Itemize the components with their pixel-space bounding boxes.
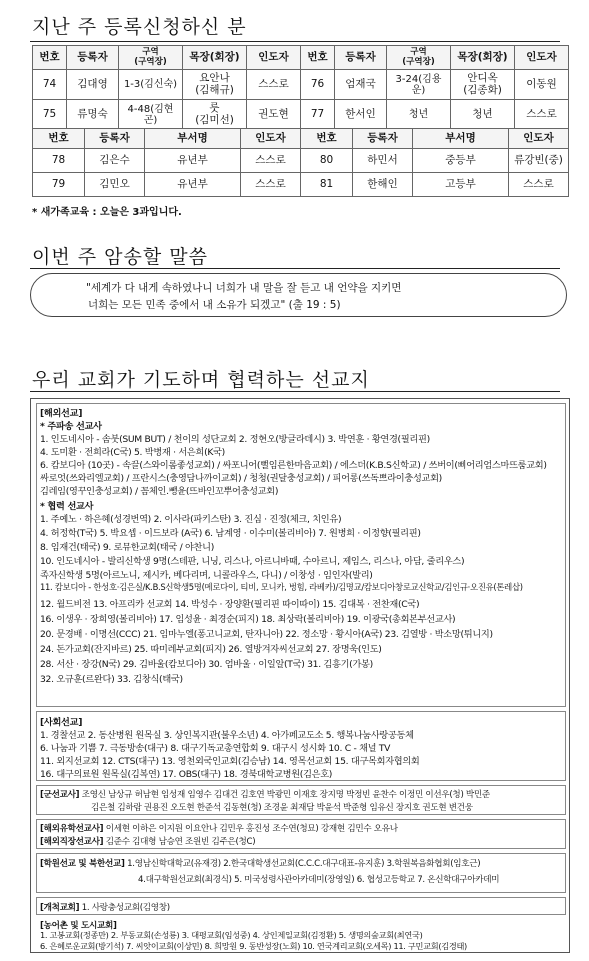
list-item: 6. 은혜로운교회(방기석) 7. 씨앗이교회(이상민) 8. 희망원 9. 동반성장(노회) 10. 연국계리교회(오세목) 11. 구민교회(김경태) [40, 941, 467, 951]
table-header-row [33, 46, 569, 70]
table-row [33, 149, 569, 173]
pioneer-header: [개척교회] [40, 903, 80, 913]
cell: 4-48(김현곤) [119, 100, 183, 130]
table-row [33, 70, 569, 100]
cell: 안디옥 (김종화) [451, 70, 515, 100]
cell: 청년 [451, 100, 515, 130]
section-memory-verse-title: 이번 주 암송할 말씀 [32, 246, 208, 268]
header-cell: 등록자 [353, 129, 413, 149]
overseas-header: [해외선교] [40, 408, 83, 419]
work-header: [해외직장선교사] [40, 837, 104, 847]
campus-line: 4.대구학원선교회(최경식) 5. 미국성령사관아카데미(장영일) 6. 협성고등학교 7. 온신학대구아카데미 [138, 875, 500, 885]
cell: 76 [301, 70, 335, 100]
cell: 유년부 [145, 173, 241, 197]
list-item: 1. 인도네시아 - 솜붓(SUM BUT) / 천이의 성단교회 2. 정현오(방글라데시) 3. 박연훈 · 황연경(필리핀) [40, 434, 430, 445]
list-item: 28. 서산 · 장강(N국) 29. 김바울(캄보디아) 30. 엄바울 · 이일알(T국) 31. 김흥기(가봉) [40, 659, 373, 670]
list-item: 6. 나눔과 기쁨 7. 극동방송(대구) 8. 대구기독교총연합회 9. 대구시 성시화 10. C - 채널 TV [40, 743, 391, 754]
list-item: 1. 경찰선교 2. 동산병원 원목실 3. 상인복지관(불우소년) 4. 아가페교도소 5. 행복나눔사랑공동체 [40, 730, 414, 741]
cell: 이동원 [515, 70, 569, 100]
list-item [40, 835, 255, 847]
cell: 유년부 [145, 149, 241, 173]
cell: 80 [301, 149, 353, 173]
header-cell: 부서명 [145, 129, 241, 149]
title-underline [30, 268, 560, 269]
list-item: 싸로엇(쓰와리엘교회) / 프란시스(충영담나까이교회) / 청청(권달충성교회) / 피어롱(쓰독쁘라이충성교회) [40, 473, 442, 484]
cell: 74 [33, 70, 67, 100]
header-cell: 인도자 [247, 46, 301, 70]
cell: 스스로 [509, 173, 569, 197]
section-recent-registration-title: 지난 주 등록신청하신 분 [32, 16, 247, 38]
cell: 1-3(김신숙) [119, 70, 183, 100]
memory-verse-line: "세계가 다 내게 속하였나니 너희가 내 말을 잘 듣고 내 언약을 지키면 [86, 282, 402, 294]
list-item: 족자신학생 5명(아르노니, 제시카, 베다리며, 니콜라우스, 다니) / 이창성 · 임인자(발리) [40, 570, 373, 581]
cell: 스스로 [247, 70, 301, 100]
table-row [33, 173, 569, 197]
cell: 권도현 [247, 100, 301, 130]
list-item [40, 822, 398, 834]
cell: 청년 [387, 100, 451, 130]
cell: 김민오 [85, 173, 145, 197]
list-item: 12. 월드비전 13. 아프리카 선교회 14. 박성수 · 장양환(필리핀 따이따이) 15. 김대복 · 전찬재(C국) [40, 599, 420, 610]
cell: 룻 (김미선) [183, 100, 247, 130]
list-item: 1. 고봉교회(정종만) 2. 부동교회(손성룡) 3. 대평교회(임성중) 4. 상인제일교회(김정환) 5. 생명의숲교회(최연국) [40, 930, 423, 940]
list-item: 10. 인도네시아 - 발리신학생 9명(스테판, 니닝, 리스나, 아르니바때, 수아르니, 제임스, 리스나, 아담, 줄리우스) [40, 556, 465, 567]
military-names: 조영신 남상규 허남현 임성재 임영수 김대건 김호연 박광민 이재호 장지명 박정빈 윤찬수 이정민 이선우(청) 박민준 [81, 790, 490, 800]
work-names: 김준수 김대형 남승연 조원빈 김주은(청C) [105, 837, 256, 847]
new-family-education-note: * 새가족교육 : 오늘은 3과입니다. [32, 207, 182, 218]
header-cell: 부서명 [413, 129, 509, 149]
header-cell: 번호 [33, 46, 67, 70]
header-cell: 목장(회장) [183, 46, 247, 70]
list-item [40, 901, 170, 913]
cell: 81 [301, 173, 353, 197]
study-names: 이세현 이하은 이지원 이요안나 김민우 홍진성 조수연(청묘) 강재현 김민수 오유나 [105, 824, 398, 834]
cell: 스스로 [241, 149, 301, 173]
list-item: 16. 대구의료원 원목실(김복연) 17. OBS(대구) 18. 경북대학교병원(김은호) [40, 769, 333, 780]
missions-box [30, 398, 570, 953]
cell: 79 [33, 173, 85, 197]
campus-header: [학원선교 및 북한선교] [40, 859, 125, 869]
list-item: 20. 문경배 · 이명선(CCC) 21. 임마누엘(퐁고니교회, 탄자니아) 22. 정소망 · 황시아(A국) 23. 김열방 · 박소망(튀니지) [40, 629, 493, 640]
list-item: 11. 캄보디아 - 한성호·김은실/K.B.S신학생5명(메로다이, 티비, 모니카, 벙힘, 라베카)/김명교/캄보디아창로교신학교/김인규·오진유(톤레삽) [40, 582, 523, 592]
list-item: 1. 주예노 · 하은혜(성경번역) 2. 이사라(파키스탄) 3. 진심 · 진정(체크, 치인유) [40, 514, 342, 525]
list-item [40, 857, 480, 869]
cell: 3-24(김용운) [387, 70, 451, 100]
registration-table-adults [32, 45, 569, 130]
table-row [33, 100, 569, 130]
cell: 한해인 [353, 173, 413, 197]
cell: 77 [301, 100, 335, 130]
header-cell: 구역 (구역장) [119, 46, 183, 70]
cell: 하민서 [353, 149, 413, 173]
pioneer-name: 1. 사랑충성교회(김영창) [81, 903, 170, 913]
cell: 류강빈(중) [509, 149, 569, 173]
header-cell: 목장(회장) [451, 46, 515, 70]
title-underline [30, 391, 560, 392]
list-item: 32. 오규훈(르완다) 33. 김창식(태국) [40, 674, 183, 685]
list-item: 4. 허정학(T국) 5. 박요셉 · 이드보라 (A국) 6. 남계영 · 이수미(볼리비아) 7. 원병희 · 이정향(필리핀) [40, 528, 421, 539]
header-cell: 등록자 [85, 129, 145, 149]
cell: 스스로 [241, 173, 301, 197]
cell: 한서인 [335, 100, 387, 130]
list-item: 김레임(영꾸인충성교회) / 꼼체인.뺑윤(뜨바인꼬뿌어충성교회) [40, 486, 279, 497]
cell: 75 [33, 100, 67, 130]
memory-verse-line: 너희는 모든 민족 중에서 내 소유가 되겠고" (출 19 : 5) [88, 299, 341, 311]
section-missions-title: 우리 교회가 기도하며 협력하는 선교지 [32, 369, 370, 391]
list-item: 11. 외지선교회 12. CTS(대구) 13. 영천외국인교회(김승남) 14. 영목선교회 15. 대구목회자협의회 [40, 756, 420, 767]
list-item: 4. 도미환 · 전희라(C국) 5. 박병재 · 서은희(K국) [40, 447, 225, 458]
list-item: 8. 임재건(태국) 9. 로뮤한교회(태국 / 야찬니) [40, 542, 214, 553]
cell: 엄재국 [335, 70, 387, 100]
main-missionaries-subheader: * 주파송 선교사 [40, 421, 102, 432]
cell: 고등부 [413, 173, 509, 197]
campus-line: 1.영남신학대학교(유재경) 2.한국대학생선교회(C.C.C.대구대표-유지훈) 3.학원복음화협회(임호근) [127, 859, 481, 869]
military-header: [군선교사] [40, 790, 80, 800]
cell: 김대영 [67, 70, 119, 100]
header-cell: 인도자 [241, 129, 301, 149]
header-cell: 구역 (구역장) [387, 46, 451, 70]
title-underline [30, 41, 560, 42]
list-item: 24. 돈가교회(잔지바르) 25. 따미레부교회(피지) 26. 열방겨자씨선교회 27. 장명욱(인도) [40, 644, 382, 655]
registration-table-youth [32, 128, 569, 197]
header-cell: 번호 [33, 129, 85, 149]
header-cell: 등록자 [335, 46, 387, 70]
list-item: 16. 이생우 · 장희영(볼리비아) 17. 임성윤 · 최경순(피지) 18. 최상락(볼리비아) 19. 이광국(총회본부선교사) [40, 614, 456, 625]
table-header-row [33, 129, 569, 149]
header-cell: 등록자 [67, 46, 119, 70]
header-cell: 인도자 [515, 46, 569, 70]
cell: 요안나 (김해규) [183, 70, 247, 100]
cell: 중등부 [413, 149, 509, 173]
header-cell: 인도자 [509, 129, 569, 149]
study-header: [해외유학선교사] [40, 824, 104, 834]
military-names: 김은철 김하람 권용진 오도현 한준석 김동현(청) 조경윤 최재담 박윤석 박준형 임유신 장지호 권도현 변건웅 [91, 803, 473, 813]
cell: 류명숙 [67, 100, 119, 130]
header-cell: 번호 [301, 46, 335, 70]
social-header: [사회선교] [40, 717, 83, 728]
list-item: 6. 캄보디아 (10곳) - 속끌(스와이롬좋성교회) / 싸포니어(뻘임른한마음교회) / 에스더(K.B.S신학교) / 쓰버이(삐어리엄스마뜨룸교회) [40, 460, 547, 471]
cell: 김은수 [85, 149, 145, 173]
cell: 스스로 [515, 100, 569, 130]
cell: 78 [33, 149, 85, 173]
list-item [40, 788, 490, 800]
rural-header: [농어촌 및 도시교회] [40, 921, 117, 931]
header-cell: 번호 [301, 129, 353, 149]
coop-missionaries-subheader: * 협력 선교사 [40, 501, 94, 512]
